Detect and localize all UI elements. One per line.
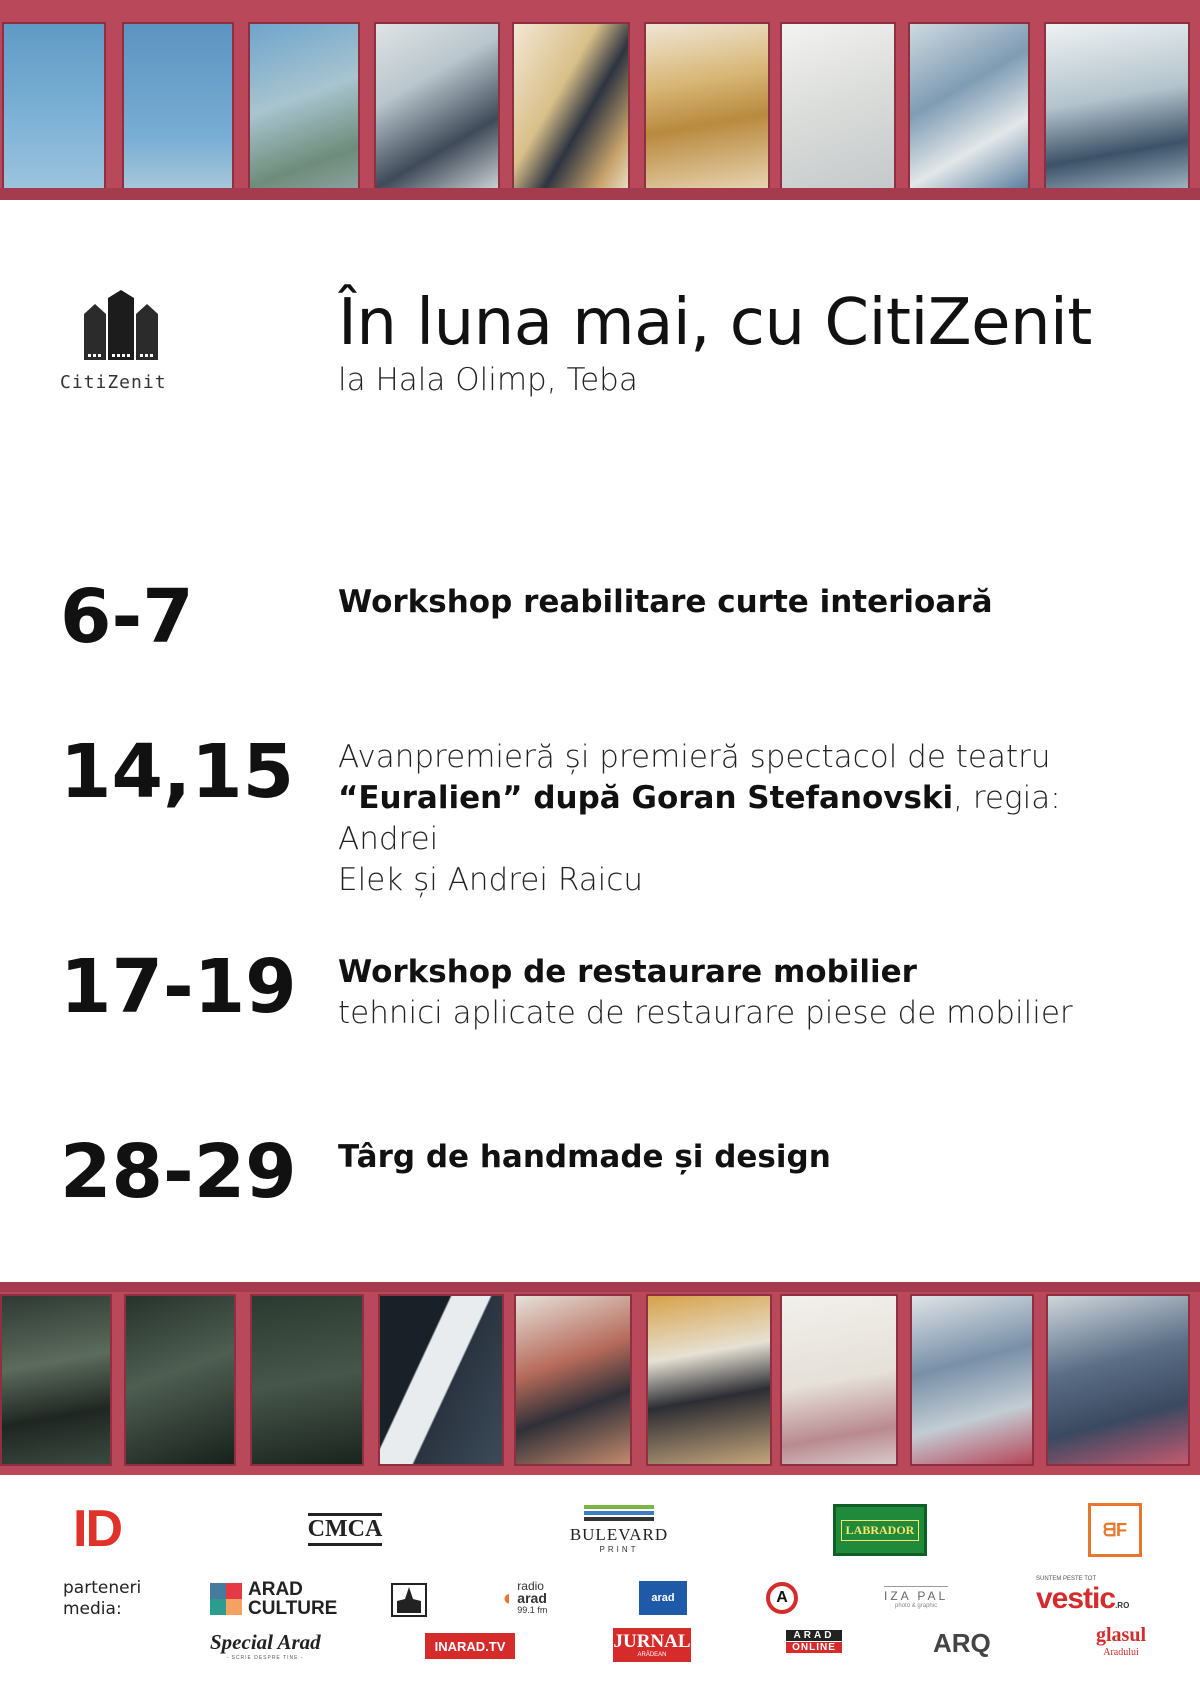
glasul-aradului-logo (1096, 1626, 1146, 1662)
window-pane (514, 1294, 632, 1466)
event-date: 17-19 (60, 944, 297, 1030)
blog-aradean-icon (391, 1583, 427, 1617)
logo-text: SUNTEM PESTE TOT (1036, 1576, 1097, 1582)
logo-text: photo & graphic (895, 1603, 938, 1609)
event-description (338, 737, 1158, 901)
media-label-line: media: (63, 1599, 122, 1619)
event-line: Avanpremieră și premieră spectacol de teatru (338, 739, 1051, 775)
window-pane (248, 22, 360, 190)
logo-text: vestic (1036, 1582, 1116, 1615)
window-pane (0, 1294, 112, 1466)
window-pane (1046, 1294, 1190, 1466)
window-pane (910, 1294, 1034, 1466)
window-pane (124, 1294, 236, 1466)
iza-pal-logo (884, 1586, 948, 1609)
cmca-logo: CMCA (312, 1502, 378, 1556)
window-pane (646, 1294, 772, 1466)
page-subtitle: la Hala Olimp, Teba (338, 362, 638, 398)
wf-logo: ᗺF (1088, 1503, 1142, 1557)
arq-logo: ARQ (933, 1628, 991, 1658)
window-pane (1044, 22, 1190, 190)
arad-online-logo (786, 1630, 842, 1653)
event-description (338, 1137, 1158, 1178)
logo-text: .RO (1115, 1601, 1130, 1610)
event-description (338, 582, 1158, 623)
event-line-rest: , regia: Andrei (338, 780, 1061, 857)
window-pane (378, 1294, 504, 1466)
logo-text: IZA PAL (884, 1586, 948, 1603)
jurnal-aradean-logo: JURNAL ARĂDEAN (613, 1628, 691, 1662)
arad-culture-icon (210, 1583, 242, 1615)
logo-text: CitiZenit (60, 372, 167, 393)
event-date: 28-29 (60, 1129, 297, 1215)
logo-text: radio (517, 1579, 544, 1593)
event-title: Workshop de restaurare mobilier (338, 954, 917, 990)
logo-stripe (584, 1505, 654, 1509)
id-logo: ID (73, 1500, 121, 1558)
logo-text: arad (517, 1590, 547, 1606)
radio-wave-icon: ◖ (500, 1585, 514, 1610)
logo-text: Special Arad (210, 1630, 321, 1654)
a-logo: A (766, 1582, 798, 1614)
logo-text: ARAD (786, 1630, 842, 1641)
event-line: Elek și Andrei Raicu (338, 862, 643, 898)
special-arad-logo (210, 1630, 320, 1661)
window-pane (780, 1294, 898, 1466)
window-frame-beam (0, 1282, 1200, 1292)
labrador-logo: LABRADOR (833, 1504, 927, 1556)
media-partners-label (63, 1578, 173, 1620)
inarad-tv-logo: INARAD.TV (425, 1633, 515, 1659)
window-pane (122, 22, 234, 190)
event-title: Workshop reabilitare curte interioară (338, 584, 993, 620)
arad-culture-logo (210, 1580, 337, 1618)
event-title: “Euralien” după Goran Stefanovski (338, 780, 954, 816)
window-pane (374, 22, 500, 190)
bottom-window-photo (0, 1282, 1200, 1475)
page-title: În luna mai, cu CitiZenit (338, 286, 1092, 360)
window-pane (644, 22, 770, 190)
logo-stripe (584, 1511, 654, 1515)
event-line: tehnici aplicate de restaurare piese de mobilier (338, 995, 1073, 1031)
vestic-logo (1036, 1576, 1129, 1616)
logo-text: - SCRIE DESPRE TINE - (226, 1655, 304, 1661)
arad-tv-logo: arad (639, 1581, 687, 1615)
event-date: 14,15 (60, 729, 295, 815)
event-description (338, 952, 1158, 1034)
logo-text: Aradului (1103, 1647, 1139, 1658)
window-pane (780, 22, 896, 190)
window-pane (512, 22, 630, 190)
window-pane (908, 22, 1030, 190)
citizenit-logo (60, 290, 190, 393)
logo-text: CULTURE (248, 1598, 338, 1619)
logo-text: ARAD (248, 1579, 303, 1600)
media-label-line: parteneri (63, 1578, 142, 1598)
logo-text: 99.1 fm (517, 1605, 548, 1615)
logo-text: ONLINE (786, 1642, 842, 1653)
radio-arad-logo (500, 1580, 547, 1616)
window-pane (250, 1294, 364, 1466)
window-pane (2, 22, 106, 190)
event-line (338, 778, 1158, 860)
logo-stripe (584, 1517, 654, 1521)
window-frame-beam (0, 188, 1200, 200)
logo-text: glasul (1096, 1624, 1147, 1646)
event-title: Târg de handmade și design (338, 1139, 831, 1175)
bulevard-print-logo: BULEVARD PRINT (558, 1494, 680, 1564)
building-icon (80, 290, 162, 364)
top-window-photo (0, 0, 1200, 200)
event-date: 6-7 (60, 574, 194, 660)
